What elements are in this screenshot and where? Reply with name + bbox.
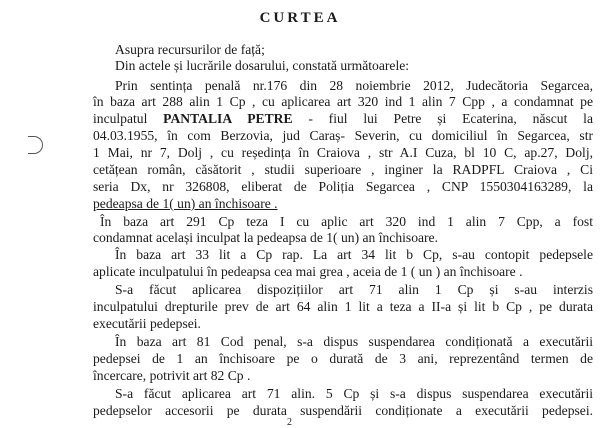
paragraph-line: În baza art 33 lit a Cp rap. La art 34 lit b Cp, s-au contopit pedepsele (115, 247, 593, 262)
paragraph-line: în baza art 288 alin 1 Cp , cu aplicarea art 320 ind 1 alin 7 Cpp , a condamnat pe (93, 94, 593, 109)
paragraph-line: cetățean român, căsătorit , studii superioare , inginer la RADPFL Craiova , Ci (93, 162, 593, 177)
paragraph-line: pedeapsa de 1( un) an închisoare . (93, 196, 278, 211)
punch-hole-mark (28, 136, 43, 154)
paragraph-line: inculpatului drepturile prev de art 64 alin 1 lit a teza a II-a și lit b Cp , pe durata (93, 299, 593, 314)
paragraph-line: seria Dx, nr 326808, eliberat de Poliția Segarcea , CNP 1550304163289, la (93, 179, 593, 194)
page-title: CURTEA (259, 10, 341, 26)
paragraph-line: 1 Mai, nr 7, Dolj , cu reședința în Craiova , str A.I Cuza, bl 10 C, ap.27, Dolj, (93, 145, 593, 160)
text-segment: - fiul lui Petre și Ecaterina, născut la (292, 111, 593, 126)
paragraph-line: Prin sentința penală nr.176 din 28 noiembrie 2012, Judecătoria Segarcea, (115, 78, 593, 93)
paragraph-line: S-a făcut aplicarea art 71 alin. 5 Cp și s-a dispus suspendarea executării (115, 386, 593, 401)
paragraph-line: Din actele și lucrările dosarului, constată următoarele: (115, 58, 410, 73)
text-segment: inculpatul (93, 111, 164, 126)
paragraph-line: În baza art 291 Cp teza I cu aplic art 320 ind 1 alin 7 Cpp, a fost (100, 214, 593, 229)
defendant-name: PANTALIA PETRE (163, 111, 293, 126)
paragraph-line: Asupra recursurilor de față; (115, 42, 265, 57)
paragraph-line: pedepsei de 1 an închisoare pe o durată de 3 ani, reprezentând termen de (93, 351, 593, 366)
paragraph-line: aplicate inculpatului în pedeapsa cea mai grea , aceia de 1 ( un ) an închisoare . (93, 264, 523, 279)
paragraph-line: executării pedepsei. (93, 316, 201, 331)
paragraph-line: În baza art 81 Cod penal, s-a dispus suspendarea condiționată a executării (115, 334, 593, 349)
paragraph-line: S-a făcut aplicarea dispozițiilor art 71 alin 1 Cp și s-au interzis (115, 282, 593, 297)
page-number: 2 (287, 417, 292, 428)
paragraph-line: 04.03.1955, în com Berzovia, jud Caraș- Severin, cu domiciliul în Segarcea, str (93, 128, 593, 143)
paragraph-line: pedepselor accesorii pe durata suspendării condiționate a executării pedepsei. (93, 403, 593, 418)
paragraph-line (93, 111, 593, 127)
paragraph-line: încercare, potrivit art 82 Cp . (93, 368, 251, 383)
paragraph-line: condamnat același inculpat la pedeapsa de 1( un) an închisoare. (93, 230, 438, 245)
